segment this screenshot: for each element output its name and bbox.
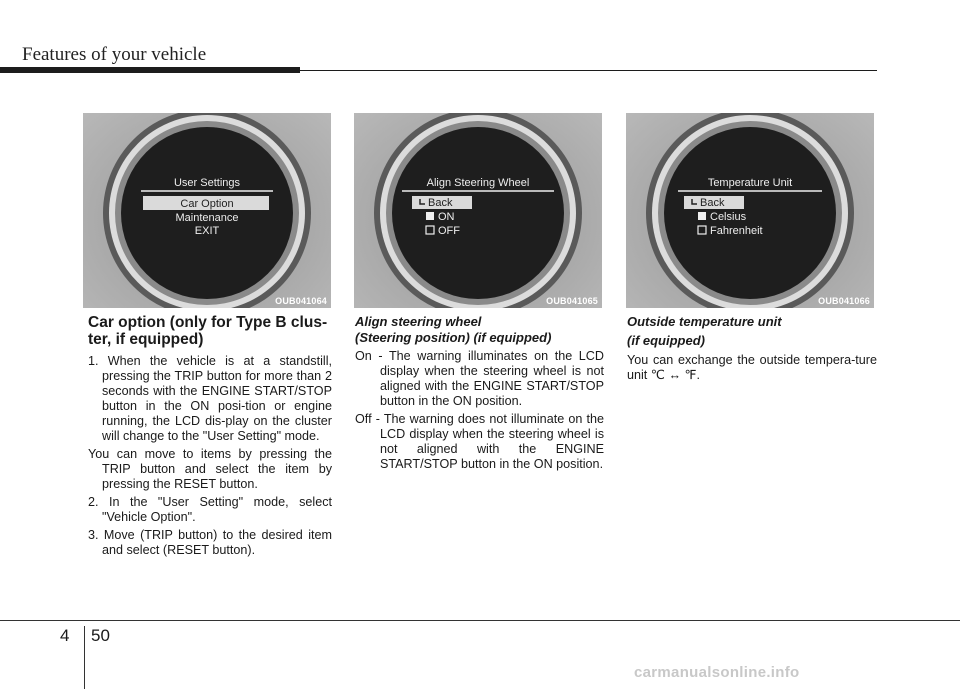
lcd-line: Fahrenheit — [710, 225, 763, 237]
header-title: Features of your vehicle — [22, 44, 207, 65]
definition-on: On - The warning illuminates on the LCD display when the steering wheel is not aligned with the ENGINE START/STOP button in the ON position. — [355, 349, 604, 408]
section-heading: Outside temperature unit — [627, 314, 782, 329]
header-rule-thin — [300, 70, 877, 71]
lcd-line: EXIT — [194, 225, 220, 237]
lcd-line: ON — [438, 211, 455, 223]
section-heading: Align steering wheel — [355, 314, 482, 329]
footer-divider — [84, 626, 85, 689]
lcd-line: Align Steering Wheel — [426, 177, 530, 189]
list-item-sub: You can move to items by pressing the TRIP button and select the item by pressing the RESET button. — [88, 447, 332, 491]
lcd-line: User Settings — [173, 177, 241, 189]
footer-rule — [0, 620, 960, 621]
cluster-photo-user-settings — [83, 113, 331, 308]
lcd-line: Back — [428, 197, 453, 209]
column-car-option — [88, 314, 332, 558]
cluster-photo-align-steering — [354, 113, 602, 308]
lcd-line: Car Option — [180, 198, 234, 210]
lcd-line: Temperature Unit — [707, 177, 793, 189]
photo-code: OUB041066 — [818, 296, 870, 306]
list-item: 3. Move (TRIP button) to the desired item and select (RESET button). — [88, 528, 332, 557]
page-number: 50 — [91, 626, 110, 645]
list-item: 2. In the "User Setting" mode, select "Vehicle Option". — [88, 495, 332, 524]
definition-off: Off - The warning does not illuminate on the LCD display when the steering wheel is not aligned with the ENGINE START/STOP button in the ON position. — [355, 412, 604, 471]
cluster-photo-temperature-unit — [626, 113, 874, 308]
body-text: You can exchange the outside tempera-ture unit ℃ ↔ ℉. — [627, 353, 877, 382]
section-heading: Car option (only for Type B clus-ter, if equipped) — [88, 314, 328, 348]
column-temperature-unit — [627, 314, 877, 383]
page-section: 4 — [60, 626, 70, 645]
watermark: carmanualsonline.info — [634, 664, 800, 681]
section-heading-sub: (if equipped) — [627, 332, 705, 348]
section-heading-sub: (Steering position) (if equipped) — [355, 329, 552, 345]
list-item: 1. When the vehicle is at a standstill, pressing the TRIP button for more than 2 seconds with the ENGINE START/STOP button in the ON posi-tion or engine running, the LCD dis-play on the cluster will change to the "User Setting" mode. — [88, 354, 332, 443]
lcd-line: Back — [700, 197, 725, 209]
photo-code: OUB041065 — [546, 296, 598, 306]
photo-code: OUB041064 — [275, 296, 327, 306]
lcd-line: OFF — [438, 225, 460, 237]
lcd-line: Celsius — [710, 211, 747, 223]
column-align-steering — [355, 314, 604, 472]
header-rule-thick — [0, 67, 300, 73]
lcd-line: Maintenance — [175, 212, 239, 224]
